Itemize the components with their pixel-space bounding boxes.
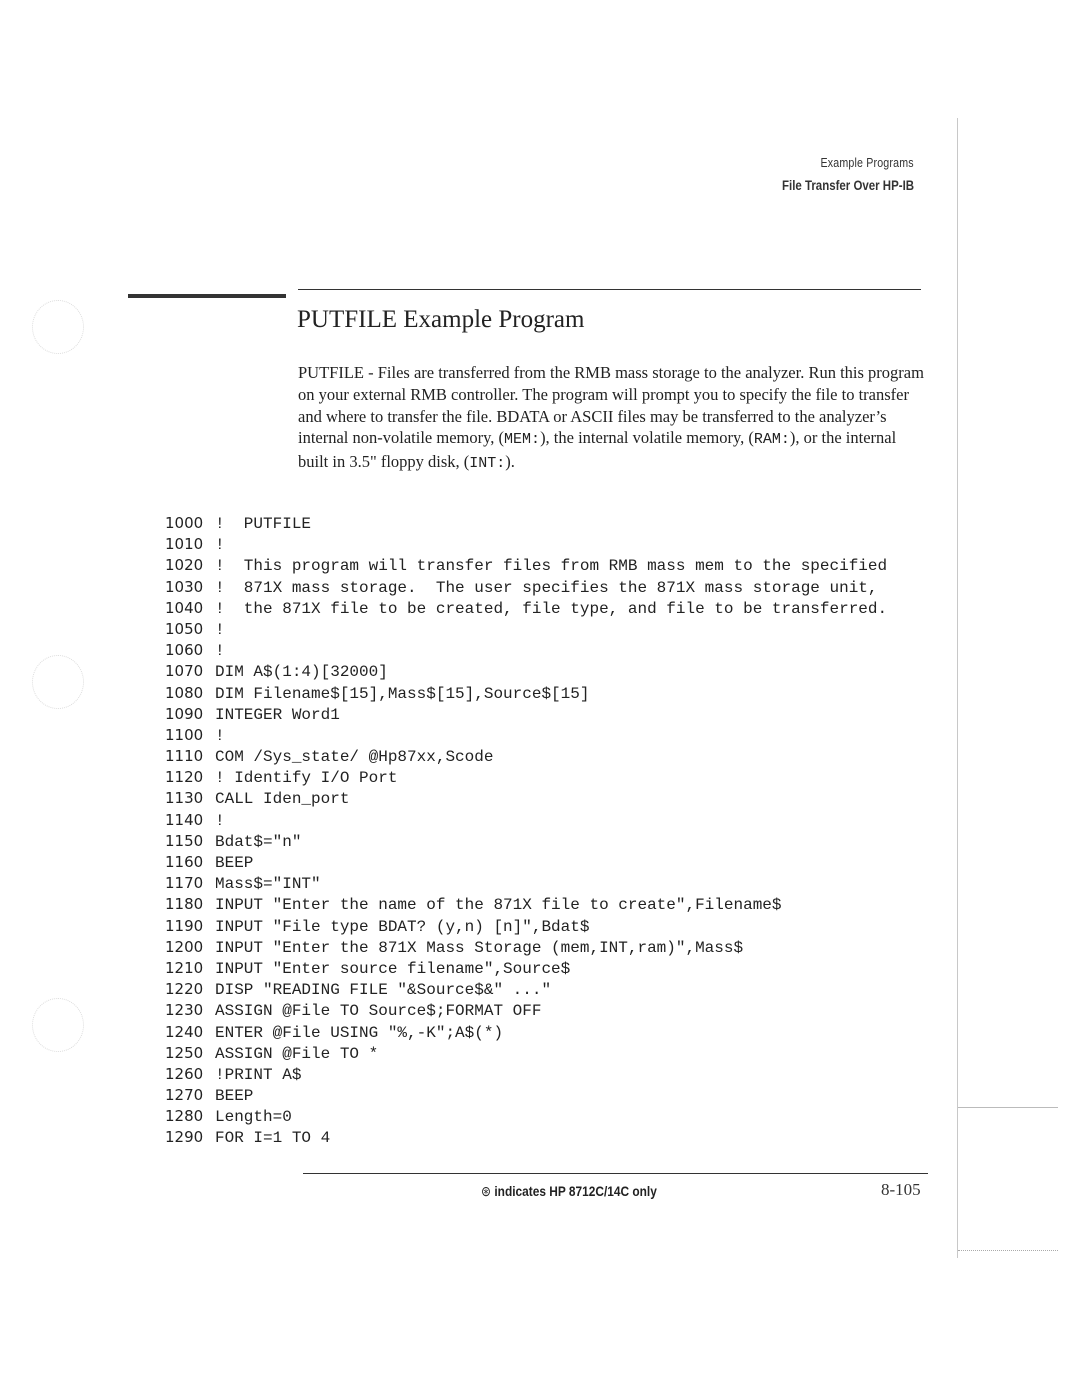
code-text: ASSIGN @File TO Source$;FORMAT OFF	[215, 1002, 542, 1021]
line-number: 1050	[165, 619, 204, 638]
code-text: ASSIGN @File TO *	[215, 1044, 379, 1063]
code-text: !	[215, 536, 225, 555]
line-number: 1210	[165, 958, 204, 977]
intro-text-1: PUTFILE - Files are transferred from the RMB mass storage to the analyzer. Run this program on your external RMB controller. The program will prompt you to specify the file to transfer and where to transfer the file. BDATA or ASCII files may be transferred to the analyzer’s internal non-volatile memory, (	[298, 363, 924, 448]
line-number: 1270	[165, 1086, 204, 1105]
intro-text-3: ), or the internal built in 3.5" floppy disk, (	[298, 428, 897, 472]
footer-note-text: indicates HP 8712C/14C only	[494, 1183, 657, 1199]
code-line	[165, 534, 887, 555]
line-number: 1080	[165, 683, 204, 702]
code-line	[165, 725, 887, 746]
code-text: ! the 871X file to be created, file type, and file to be transferred.	[215, 599, 888, 618]
code-line	[165, 661, 887, 682]
line-number: 1070	[165, 662, 204, 681]
line-number: 1020	[165, 556, 204, 575]
running-header-subsection: File Transfer Over HP-IB	[781, 177, 914, 193]
code-line	[165, 979, 887, 1000]
code-line	[165, 958, 887, 979]
running-header-section: Example Programs	[820, 155, 914, 170]
code-text: INTEGER Word1	[215, 705, 340, 724]
code-text: BEEP	[215, 854, 254, 872]
code-line	[165, 1127, 887, 1148]
code-text: DISP "READING FILE "&Source$&" ..."	[215, 981, 552, 1000]
line-number: 1180	[165, 895, 204, 914]
code-text: INPUT "Enter the name of the 871X file to create",Filename$	[215, 896, 782, 915]
code-text: BEEP	[215, 1087, 254, 1106]
code-text: DIM Filename$[15],Mass$[15],Source$[15]	[215, 684, 590, 703]
code-line	[165, 937, 887, 958]
code-line	[165, 767, 887, 788]
code-line	[165, 598, 887, 619]
line-number: 1250	[165, 1043, 204, 1062]
code-text: ENTER @File USING "%,-K";A$(*)	[215, 1023, 504, 1042]
page-number: 8-105	[881, 1180, 921, 1199]
line-number: 1100	[165, 725, 204, 744]
punch-hole-1	[32, 300, 84, 354]
intro-text-2: ), the internal volatile memory, (	[540, 428, 754, 448]
int-keyword: INT:	[469, 455, 506, 473]
line-number: 1280	[165, 1107, 204, 1126]
punch-hole-2	[32, 655, 84, 709]
code-text: INPUT "Enter the 871X Mass Storage (mem,INT,ram)",Mass$	[215, 938, 744, 957]
code-line	[165, 1043, 887, 1064]
line-number: 1120	[165, 768, 204, 787]
code-line	[165, 577, 887, 598]
code-line	[165, 619, 887, 640]
margin-dotted-tick	[958, 1250, 1058, 1251]
code-text: FOR I=1 TO 4	[215, 1129, 331, 1148]
line-number: 1010	[165, 535, 204, 554]
line-number: 1260	[165, 1064, 204, 1083]
code-listing	[165, 513, 887, 1149]
code-text: ! This program will transfer files from RMB mass mem to the specified	[215, 557, 888, 576]
code-line	[165, 894, 887, 915]
line-number: 1170	[165, 874, 204, 893]
code-text: ! PUTFILE	[215, 515, 312, 533]
footer-rule	[303, 1173, 928, 1174]
code-text: INPUT "Enter source filename",Source$	[215, 959, 571, 978]
code-line	[165, 916, 887, 937]
code-line	[165, 1022, 887, 1043]
line-number: 1000	[165, 514, 204, 532]
code-text: !	[215, 642, 225, 661]
code-text: !	[215, 726, 225, 745]
code-line	[165, 513, 887, 534]
line-number: 1200	[165, 937, 204, 956]
code-line	[165, 831, 887, 852]
code-line	[165, 683, 887, 704]
line-number: 1150	[165, 831, 204, 850]
code-line	[165, 704, 887, 725]
code-line	[165, 1000, 887, 1021]
line-number: 1060	[165, 641, 204, 660]
mem-keyword: MEM:	[504, 431, 541, 449]
margin-line	[957, 118, 958, 1258]
line-number: 1040	[165, 598, 204, 617]
line-number: 1130	[165, 789, 204, 808]
code-text: ! 871X mass storage. The user specifies the 871X mass storage unit,	[215, 578, 878, 597]
code-line	[165, 640, 887, 661]
code-text: ! Identify I/O Port	[215, 769, 398, 788]
title-rule-thin	[298, 289, 921, 290]
code-line	[165, 1064, 887, 1085]
code-text: Mass$="INT"	[215, 875, 321, 894]
code-text: DIM A$(1:4)[32000]	[215, 663, 388, 682]
code-line	[165, 788, 887, 809]
line-number: 1140	[165, 810, 204, 829]
code-line	[165, 1085, 887, 1106]
line-number: 1230	[165, 1001, 204, 1020]
code-text: COM /Sys_state/ @Hp87xx,Scode	[215, 748, 494, 767]
code-text: !	[215, 811, 225, 830]
intro-text-4: ).	[505, 452, 515, 472]
hp-8712c-icon: ⊛	[481, 1183, 491, 1199]
code-text: INPUT "File type BDAT? (y,n) [n]",Bdat$	[215, 917, 590, 936]
code-text: !	[215, 620, 225, 639]
code-line	[165, 555, 887, 576]
code-text: Bdat$="n"	[215, 832, 302, 851]
line-number: 1240	[165, 1022, 204, 1041]
code-line	[165, 873, 887, 894]
title-rule-thick	[128, 294, 286, 298]
code-text: CALL Iden_port	[215, 790, 350, 809]
ram-keyword: RAM:	[753, 431, 790, 449]
code-line	[165, 852, 887, 873]
footer-note	[481, 1183, 657, 1200]
intro-paragraph	[298, 362, 928, 475]
line-number: 1160	[165, 853, 204, 871]
code-text: !PRINT A$	[215, 1065, 302, 1084]
punch-hole-3	[32, 998, 84, 1052]
code-text: Length=0	[215, 1108, 292, 1127]
code-line	[165, 746, 887, 767]
code-line	[165, 810, 887, 831]
line-number: 1090	[165, 704, 204, 723]
line-number: 1290	[165, 1128, 204, 1147]
line-number: 1110	[165, 747, 204, 766]
line-number: 1190	[165, 916, 204, 935]
line-number: 1030	[165, 577, 204, 596]
line-number: 1220	[165, 980, 204, 999]
page-title: PUTFILE Example Program	[297, 306, 585, 333]
margin-tick	[958, 1107, 1058, 1108]
code-line	[165, 1106, 887, 1127]
